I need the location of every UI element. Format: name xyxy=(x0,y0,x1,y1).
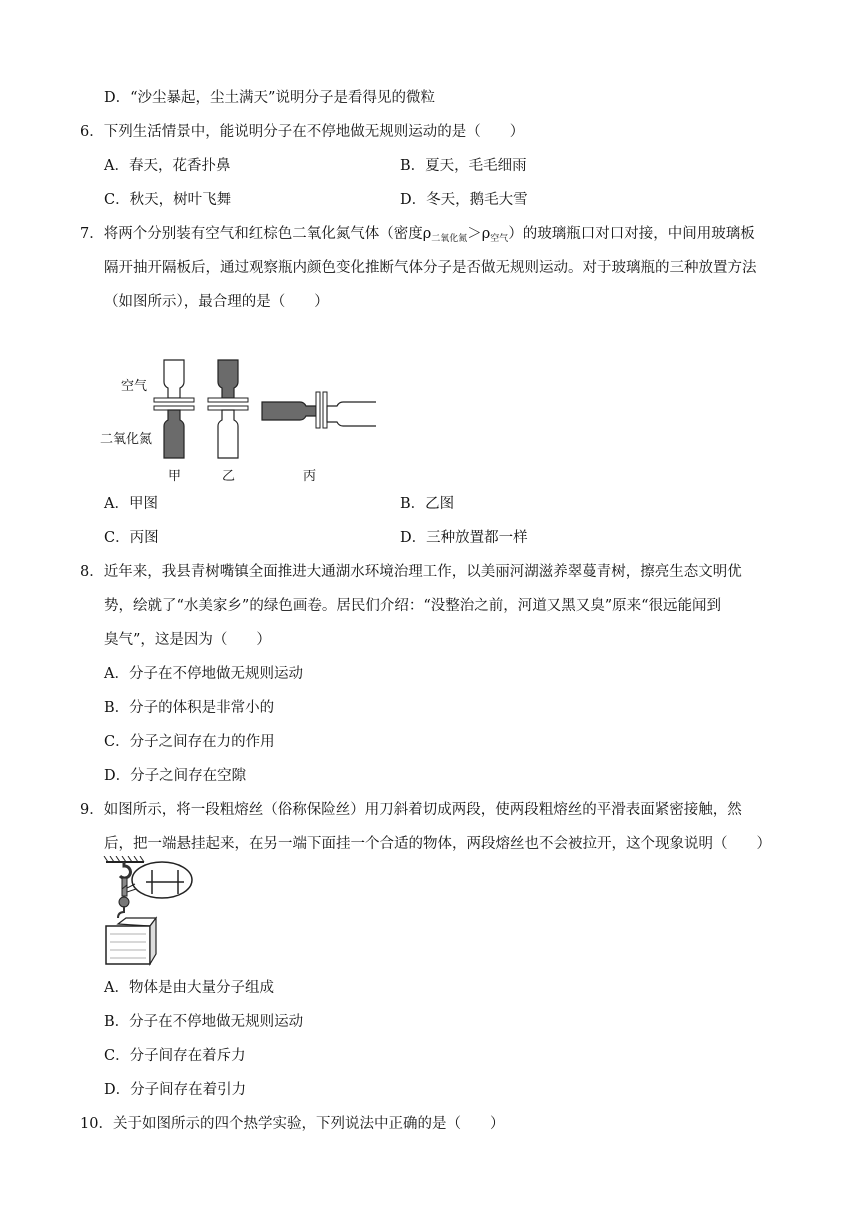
q9-fuse-figure xyxy=(100,856,200,972)
fuse-svg xyxy=(100,856,200,972)
q9-option-d: D．分子间存在着引力 xyxy=(104,1082,247,1098)
q8-option-b: B．分子的体积是非常小的 xyxy=(104,700,275,716)
bottle-set-jia xyxy=(154,360,194,458)
label-bing: 丙 xyxy=(303,469,317,484)
q6-option-c: C．秋天，树叶飞舞 xyxy=(104,192,232,208)
q8-stem-line1: 8．近年来，我县青树嘴镇全面推进大通湖水环境治理工作，以美丽河湖滋养翠蔓青树，擦亮生态文明优 xyxy=(80,564,742,580)
q8-stem-line3: 臭气”，这是因为（ ） xyxy=(104,632,271,648)
q9-option-a: A．物体是由大量分子组成 xyxy=(104,980,274,996)
label-nitrogen-dioxide: 二氧化氮 xyxy=(100,432,153,447)
label-jia: 甲 xyxy=(168,469,182,484)
q7-stem-line3: （如图所示），最合理的是（ ） xyxy=(104,294,329,310)
q6-stem: 6．下列生活情景中，能说明分子在不停地做无规则运动的是（ ） xyxy=(80,124,525,140)
q7-stem-line2: 隔开抽开隔板后，通过观察瓶内颜色变化推断气体分子是否做无规则运动。对于玻璃瓶的三种放置方法 xyxy=(104,260,757,276)
q9-option-c: C．分子间存在着斥力 xyxy=(104,1048,246,1064)
bottle-set-yi xyxy=(208,360,248,458)
q5-option-d: D．“沙尘暴起，尘土满天”说明分子是看得见的微粒 xyxy=(104,90,435,106)
q7-stem-line1: 7．将两个分别装有空气和红棕色二氧化氮气体（密度$\rho_{二氧化氮}>\rho_{空气}$）的玻璃瓶口对口对接，中间用玻璃板 xyxy=(80,226,755,244)
label-yi: 乙 xyxy=(222,469,236,484)
q9-stem-line1: 9．如图所示，将一段粗熔丝（俗称保险丝）用刀斜着切成两段，使两段粗熔丝的平滑表面紧密接触，然 xyxy=(80,802,742,818)
q7-bottle-figure xyxy=(96,350,376,485)
q9-option-b: B．分子在不停地做无规则运动 xyxy=(104,1014,304,1030)
bottles-svg xyxy=(96,350,376,485)
q7-option-d: D．三种放置都一样 xyxy=(400,530,528,546)
q7-option-a: A．甲图 xyxy=(104,496,158,512)
bottle-set-bing xyxy=(262,392,376,428)
q6-option-a: A．春天，花香扑鼻 xyxy=(104,158,231,174)
q9-stem-line2: 后，把一端悬挂起来，在另一端下面挂一个合适的物体，两段熔丝也不会被拉开，这个现象说明（ ） xyxy=(104,836,771,852)
q10-stem: 10．关于如图所示的四个热学实验，下列说法中正确的是（ ） xyxy=(80,1116,505,1132)
q8-option-c: C．分子之间存在力的作用 xyxy=(104,734,275,750)
q8-option-a: A．分子在不停地做无规则运动 xyxy=(104,666,303,682)
q6-option-b: B．夏天，毛毛细雨 xyxy=(400,158,527,174)
q6-option-d: D．冬天，鹅毛大雪 xyxy=(400,192,528,208)
q8-stem-line2: 势，绘就了“水美家乡”的绿色画卷。居民们介绍：“没整治之前，河道又黑又臭”原来“很远能闻到 xyxy=(104,598,722,614)
q7-option-c: C．丙图 xyxy=(104,530,159,546)
q7-option-b: B．乙图 xyxy=(400,496,455,512)
q8-option-d: D．分子之间存在空隙 xyxy=(104,768,247,784)
label-air: 空气 xyxy=(121,379,148,394)
